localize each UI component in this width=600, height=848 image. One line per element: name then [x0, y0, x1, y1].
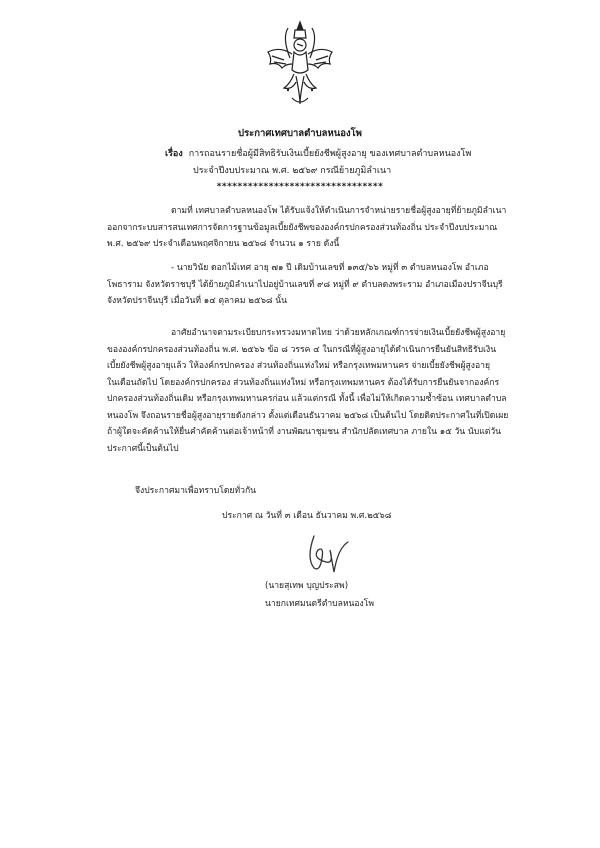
- paragraph-2-line: จังหวัดปราจีนบุรี เมื่อวันที่ ๑๔ ตุลาคม ๒๕๖๘ นั้น: [107, 296, 288, 306]
- paragraph-3-line: หนองโพ จึงถอนรายชื่อผู้สูงอายุรายดังกล่าว ตั้งแต่เดือนธันวาคม ๒๕๖๘ เป็นต้นไป โดยติดประกาศในที่เปิดเผย: [107, 410, 509, 421]
- subject-label: เรื่อง: [165, 149, 183, 159]
- signer-title: นายกเทศมนตรีตำบลหนองโพ: [265, 599, 375, 609]
- separator-line: ********************************: [216, 182, 384, 192]
- paragraph-2-line: โพธาราม จังหวัดราชบุรี ได้ย้ายภูมิลำเนาไปอยู่บ้านเลขที่ ๙๘ หมู่ที่ ๙ ตำบลดงพระราม อำเภอเมืองปราจีนบุรี: [107, 279, 503, 290]
- paragraph-3: [107, 325, 507, 457]
- paragraph-1: [107, 203, 507, 253]
- subject-line-2: ประจำปีงบประมาณ พ.ศ. ๒๕๖๙ กรณีย้ายภูมิลำเนา: [193, 166, 392, 176]
- paragraph-3-line: ถ้าผู้ใดจะคัดค้านให้ยื่นคำคัดค้านต่อเจ้าหน้าที่ งานพัฒนาชุมชน สำนักปลัดเทศบาล ภายใน ๑๕ วัน นับแต่วัน: [107, 427, 502, 437]
- subject-line-1: การถอนรายชื่อผู้มีสิทธิรับเงินเบี้ยยังชีพผู้สูงอายุ ของเทศบาลตำบลหนองโพ: [188, 149, 472, 159]
- paragraph-1-line: พ.ศ. ๒๕๖๙ ประจำเดือนพฤศจิกายน ๒๕๖๘ จำนวน ๑ ราย ดังนี้: [107, 239, 340, 249]
- announcement-heading: ประกาศเทศบาลตำบลหนองโพ: [238, 128, 362, 139]
- paragraph-3-line: ขององค์กรปกครองส่วนท้องถิ่น พ.ศ. ๒๕๖๖ ข้อ ๘ วรรค ๔ ในกรณีที่ผู้สูงอายุได้ดำเนินการยืนยันสิทธิรับเงิน: [107, 344, 497, 355]
- subject-block: [165, 146, 565, 180]
- announcement-date: ประกาศ ณ วันที่ ๓ เดือน ธันวาคม พ.ศ.๒๕๖๘: [222, 511, 392, 521]
- paragraph-3-line: เบี้ยยังชีพผู้สูงอายุแล้ว ให้องค์กรปกครอง ส่วนท้องถิ่นแห่งใหม่ หรือกรุงเทพมหานคร จ่ายเบี้ยยังชีพผู้สูงอายุ: [107, 361, 491, 371]
- paragraph-3-line: อาศัยอำนาจตามระเบียบกระทรวงมหาดไทย ว่าด้วยหลักเกณฑ์การจ่ายเงินเบี้ยยังชีพผู้สูงอายุ: [171, 328, 506, 338]
- handwritten-signature-icon: [300, 528, 360, 578]
- paragraph-3-line: ในเดือนถัดไป โดยองค์กรปกครอง ส่วนท้องถิ่นแห่งใหม่ หรือกรุงเทพมหานคร ต้องได้รับการยืนยันจากองค์กร: [107, 377, 500, 388]
- signer-name: (นายสุเทพ บุญประสพ): [265, 581, 349, 591]
- paragraph-3-line: ประกาศนี้เป็นต้นไป: [107, 443, 179, 454]
- garuda-emblem-icon: [262, 18, 338, 108]
- paragraph-4: [107, 483, 507, 500]
- paragraph-2-line: - นายวินัย ดอกไม้เทศ อายุ ๗๑ ปี เดิมบ้านเลขที่ ๑๓๕/๖๖ หมู่ที่ ๓ ตำบลหนองโพ อำเภอ: [171, 263, 489, 273]
- closing-line: จึงประกาศมาเพื่อทราบโดยทั่วกัน: [135, 486, 257, 496]
- paragraph-1-line: ตามที่ เทศบาลตำบลหนองโพ ได้รับแจ้งให้ดำเนินการจำหน่ายรายชื่อผู้สูงอายุที่ย้ายภูมิลำเนา: [171, 206, 507, 216]
- paragraph-2: [107, 260, 507, 310]
- paragraph-1-line: ออกจากระบบสารสนเทศการจัดการฐานข้อมูลเบี้ยยังชีพขององค์กรปกครองส่วนท้องถิ่น ประจำปีงบประมาณ: [107, 222, 498, 233]
- paragraph-3-line: ปกครองส่วนท้องถิ่นเดิม หรือกรุงเทพมหานครก่อน แล้วแต่กรณี ทั้งนี้ เพื่อไม่ให้เกิดความซ้ำซ้อน เทศบาลตำบล: [107, 394, 507, 404]
